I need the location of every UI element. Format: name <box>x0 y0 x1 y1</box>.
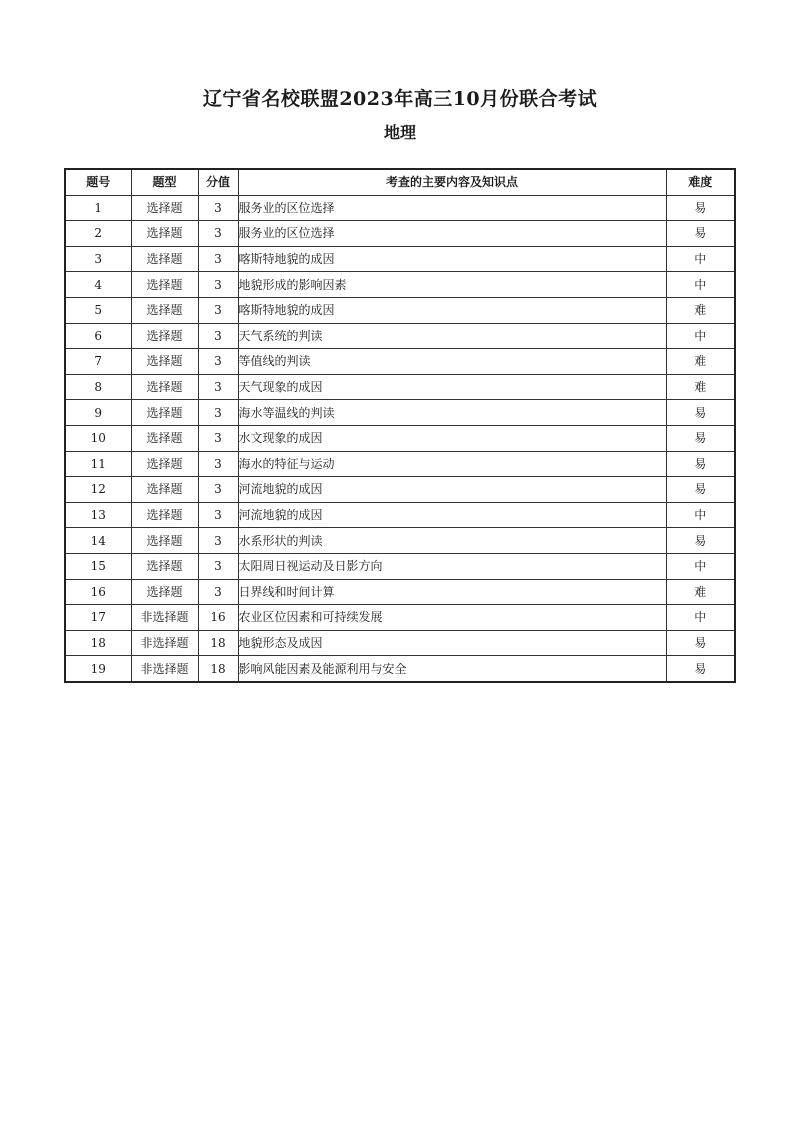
table-row <box>65 605 735 631</box>
header-question-type: 题型 <box>131 169 198 195</box>
table-header-row <box>65 169 735 195</box>
cell-difficulty: 易 <box>666 528 735 554</box>
cell-difficulty: 易 <box>666 221 735 247</box>
cell-score: 3 <box>198 272 238 298</box>
cell-content: 海水的特征与运动 <box>238 451 666 477</box>
cell-content: 河流地貌的成因 <box>238 477 666 503</box>
cell-difficulty: 易 <box>666 630 735 656</box>
table-row <box>65 579 735 605</box>
cell-score: 3 <box>198 323 238 349</box>
cell-question-type: 选择题 <box>131 553 198 579</box>
cell-question-type: 选择题 <box>131 477 198 503</box>
cell-content: 服务业的区位选择 <box>238 221 666 247</box>
cell-score: 3 <box>198 579 238 605</box>
cell-difficulty: 易 <box>666 451 735 477</box>
cell-score: 18 <box>198 630 238 656</box>
table-row <box>65 349 735 375</box>
cell-difficulty: 易 <box>666 195 735 221</box>
page-subtitle: 地理 <box>383 123 416 142</box>
cell-question-type: 选择题 <box>131 272 198 298</box>
cell-difficulty: 中 <box>666 502 735 528</box>
cell-content: 水文现象的成因 <box>238 425 666 451</box>
table-row <box>65 630 735 656</box>
cell-difficulty: 易 <box>666 425 735 451</box>
cell-question-type: 选择题 <box>131 195 198 221</box>
cell-difficulty: 易 <box>666 477 735 503</box>
cell-question-number: 17 <box>65 605 131 631</box>
cell-question-type: 选择题 <box>131 425 198 451</box>
cell-question-number: 11 <box>65 451 131 477</box>
cell-question-type: 非选择题 <box>131 605 198 631</box>
cell-question-type: 非选择题 <box>131 630 198 656</box>
table-row <box>65 195 735 221</box>
cell-content: 天气现象的成因 <box>238 374 666 400</box>
cell-score: 3 <box>198 528 238 554</box>
table-row <box>65 451 735 477</box>
table-row <box>65 246 735 272</box>
cell-content: 影响风能因素及能源利用与安全 <box>238 656 666 682</box>
cell-difficulty: 中 <box>666 272 735 298</box>
cell-score: 16 <box>198 605 238 631</box>
cell-question-number: 3 <box>65 246 131 272</box>
header-difficulty: 难度 <box>666 169 735 195</box>
cell-question-type: 选择题 <box>131 374 198 400</box>
cell-question-number: 10 <box>65 425 131 451</box>
cell-content: 地貌形态及成因 <box>238 630 666 656</box>
cell-question-number: 6 <box>65 323 131 349</box>
cell-question-type: 选择题 <box>131 297 198 323</box>
table-row <box>65 502 735 528</box>
cell-score: 3 <box>198 349 238 375</box>
table-row <box>65 272 735 298</box>
cell-content: 农业区位因素和可持续发展 <box>238 605 666 631</box>
cell-question-type: 选择题 <box>131 502 198 528</box>
cell-question-number: 4 <box>65 272 131 298</box>
exam-analysis-table <box>64 168 736 683</box>
cell-content: 日界线和时间计算 <box>238 579 666 605</box>
table-body <box>65 195 735 682</box>
table-row <box>65 425 735 451</box>
table-row <box>65 374 735 400</box>
cell-question-number: 7 <box>65 349 131 375</box>
cell-content: 水系形状的判读 <box>238 528 666 554</box>
cell-difficulty: 难 <box>666 579 735 605</box>
cell-question-type: 选择题 <box>131 579 198 605</box>
cell-question-number: 19 <box>65 656 131 682</box>
cell-content: 服务业的区位选择 <box>238 195 666 221</box>
cell-question-type: 选择题 <box>131 349 198 375</box>
cell-question-number: 2 <box>65 221 131 247</box>
table-row <box>65 323 735 349</box>
cell-score: 18 <box>198 656 238 682</box>
cell-difficulty: 中 <box>666 553 735 579</box>
cell-question-type: 选择题 <box>131 323 198 349</box>
cell-score: 3 <box>198 451 238 477</box>
cell-score: 3 <box>198 221 238 247</box>
cell-question-type: 选择题 <box>131 221 198 247</box>
cell-content: 地貌形成的影响因素 <box>238 272 666 298</box>
table-row <box>65 477 735 503</box>
cell-question-number: 16 <box>65 579 131 605</box>
cell-question-number: 1 <box>65 195 131 221</box>
cell-question-number: 14 <box>65 528 131 554</box>
table-row <box>65 528 735 554</box>
cell-difficulty: 易 <box>666 656 735 682</box>
table-row <box>65 656 735 682</box>
cell-score: 3 <box>198 195 238 221</box>
cell-question-type: 选择题 <box>131 246 198 272</box>
cell-question-number: 9 <box>65 400 131 426</box>
cell-difficulty: 难 <box>666 297 735 323</box>
table-row <box>65 221 735 247</box>
cell-content: 太阳周日视运动及日影方向 <box>238 553 666 579</box>
cell-difficulty: 易 <box>666 400 735 426</box>
cell-question-number: 5 <box>65 297 131 323</box>
cell-question-number: 13 <box>65 502 131 528</box>
cell-content: 天气系统的判读 <box>238 323 666 349</box>
header-question-number: 题号 <box>65 169 131 195</box>
table-row <box>65 297 735 323</box>
cell-question-type: 选择题 <box>131 528 198 554</box>
header-content: 考查的主要内容及知识点 <box>238 169 666 195</box>
cell-difficulty: 中 <box>666 246 735 272</box>
cell-question-number: 15 <box>65 553 131 579</box>
cell-content: 海水等温线的判读 <box>238 400 666 426</box>
cell-difficulty: 中 <box>666 605 735 631</box>
cell-score: 3 <box>198 297 238 323</box>
cell-question-type: 选择题 <box>131 451 198 477</box>
cell-difficulty: 难 <box>666 374 735 400</box>
cell-question-number: 18 <box>65 630 131 656</box>
cell-content: 喀斯特地貌的成因 <box>238 297 666 323</box>
cell-content: 河流地貌的成因 <box>238 502 666 528</box>
cell-content: 等值线的判读 <box>238 349 666 375</box>
cell-score: 3 <box>198 400 238 426</box>
cell-score: 3 <box>198 553 238 579</box>
cell-difficulty: 中 <box>666 323 735 349</box>
header-score: 分值 <box>198 169 238 195</box>
cell-score: 3 <box>198 246 238 272</box>
cell-question-number: 12 <box>65 477 131 503</box>
cell-score: 3 <box>198 425 238 451</box>
cell-question-type: 选择题 <box>131 400 198 426</box>
cell-score: 3 <box>198 477 238 503</box>
cell-content: 喀斯特地貌的成因 <box>238 246 666 272</box>
cell-question-number: 8 <box>65 374 131 400</box>
table-row <box>65 553 735 579</box>
cell-difficulty: 难 <box>666 349 735 375</box>
cell-question-type: 非选择题 <box>131 656 198 682</box>
table-row <box>65 400 735 426</box>
page-title: 辽宁省名校联盟2023年高三10月份联合考试 <box>202 88 598 110</box>
cell-score: 3 <box>198 502 238 528</box>
cell-score: 3 <box>198 374 238 400</box>
